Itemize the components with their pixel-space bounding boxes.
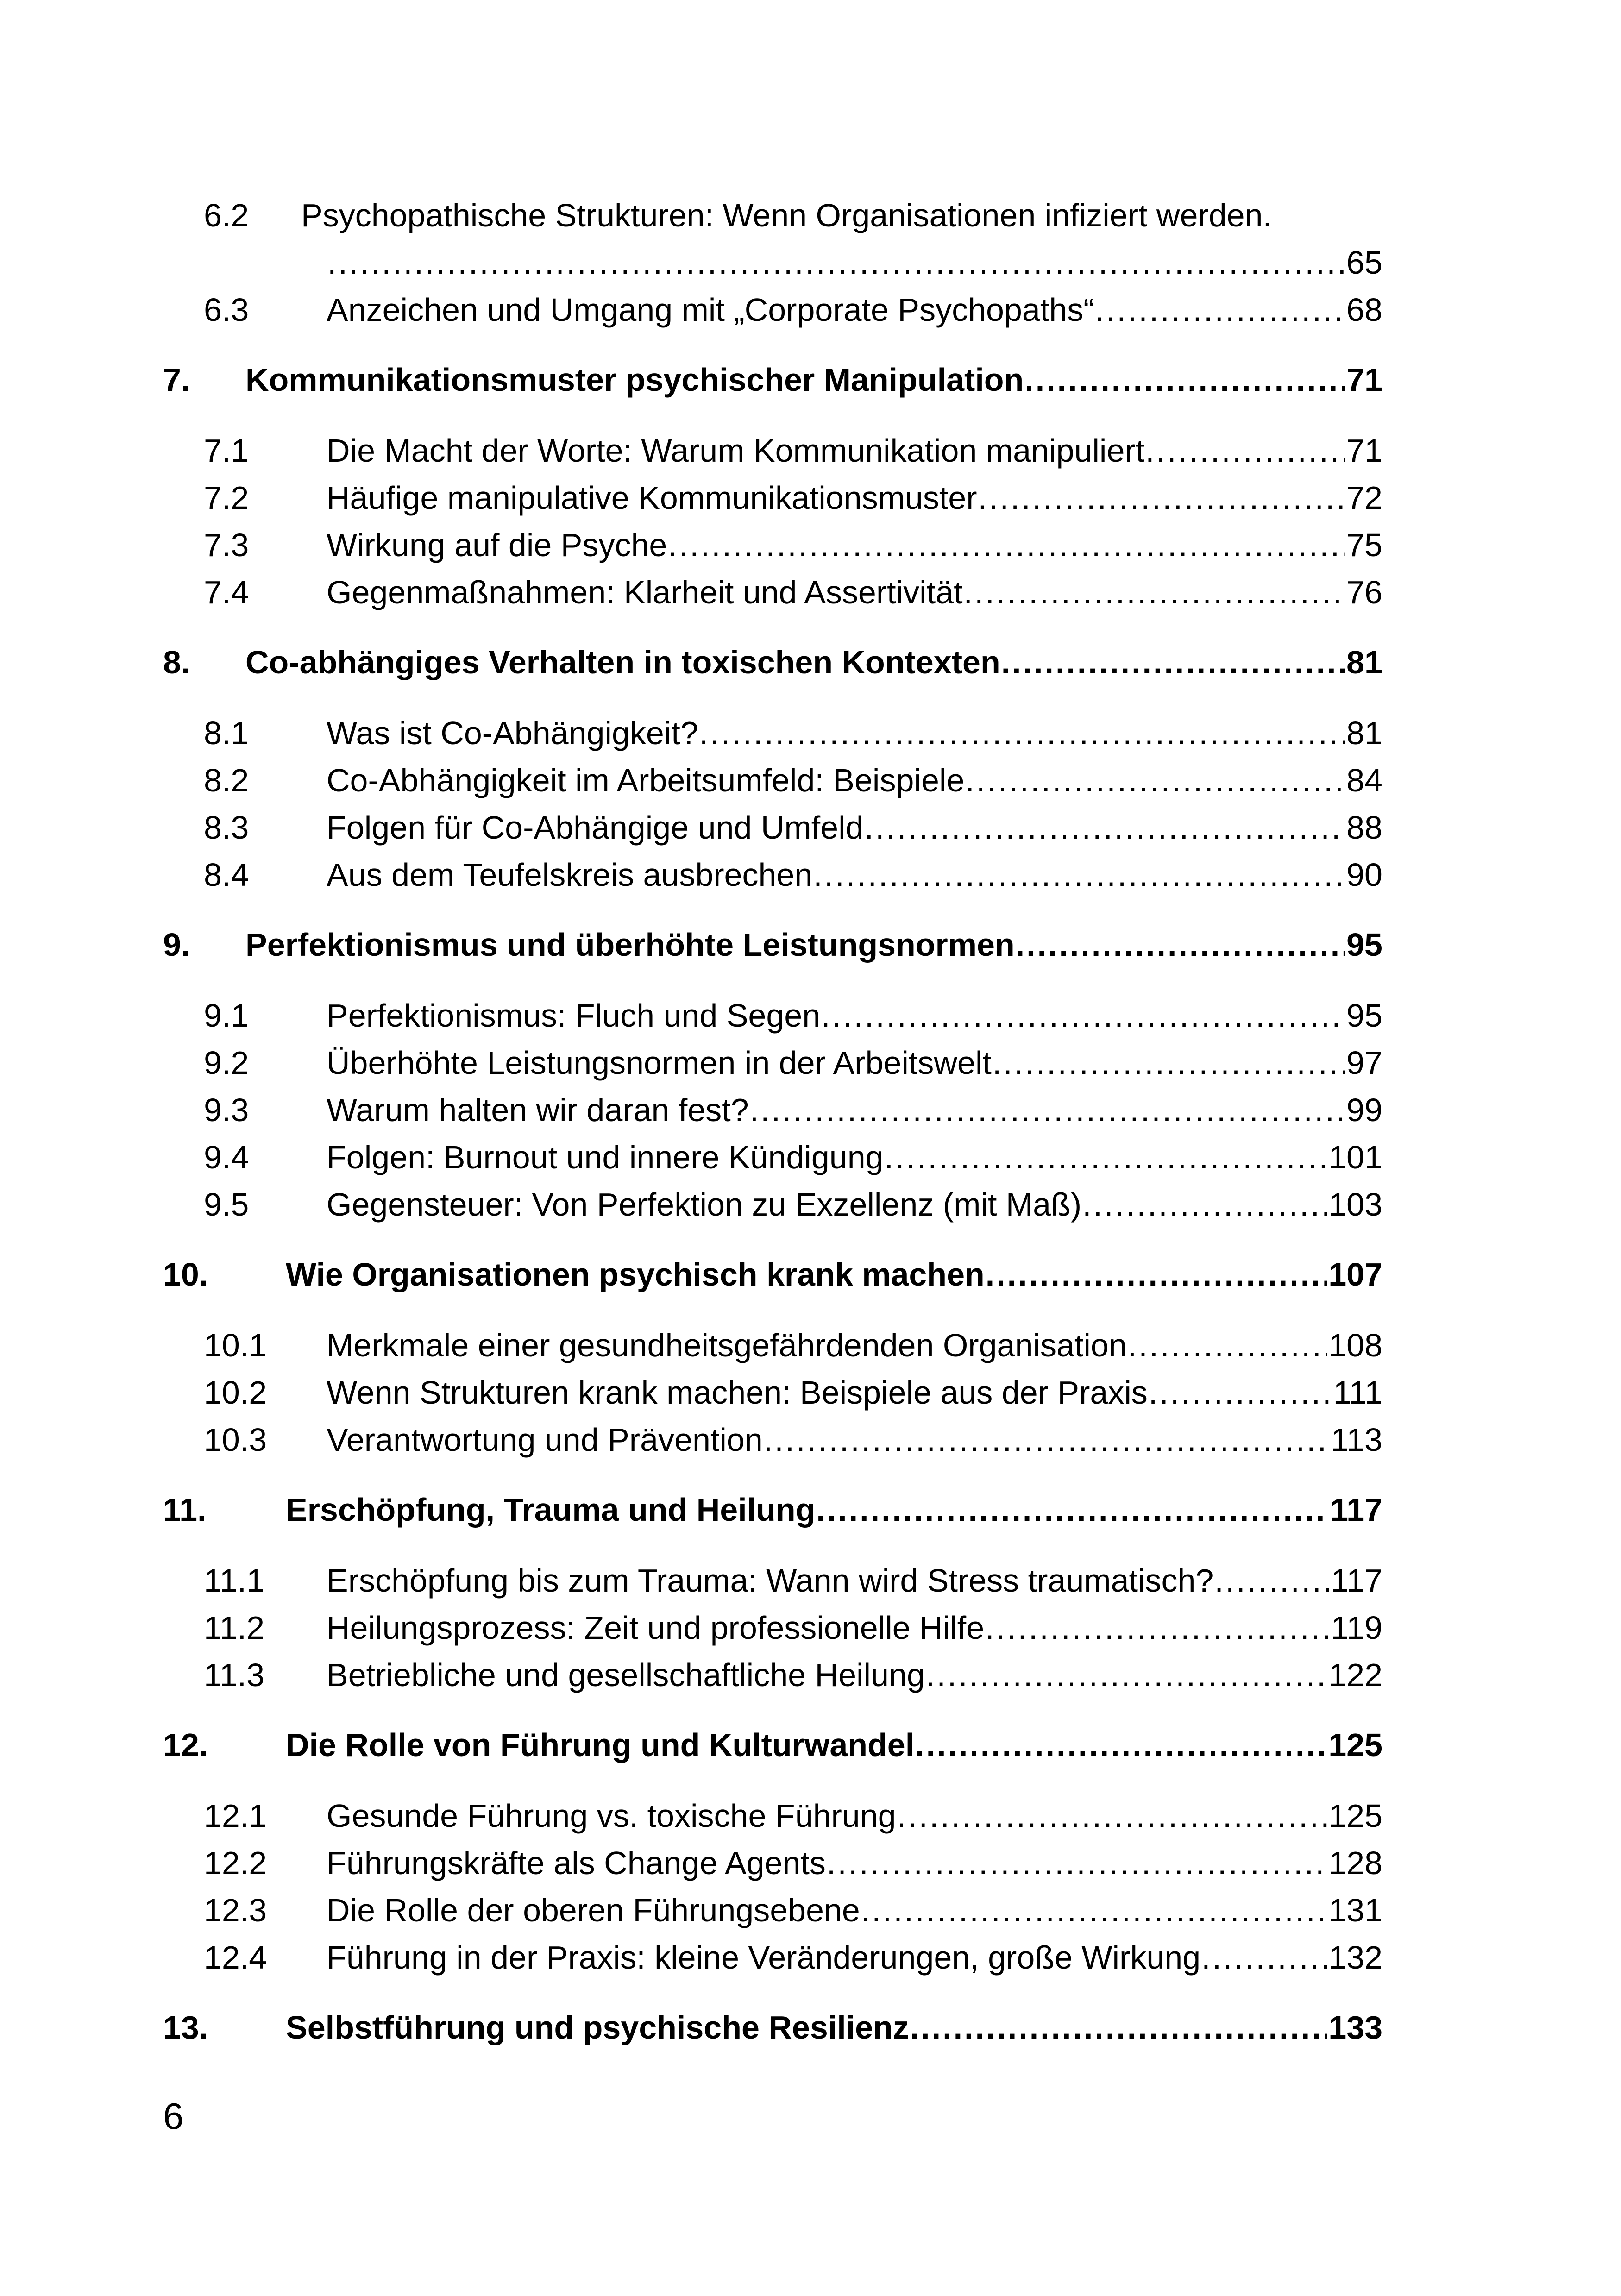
page-ref: 75 [1346,527,1382,563]
toc-entry-7-3[interactable] [0,522,1621,568]
toc-chapter-11[interactable] [0,1487,1621,1533]
toc-entry-10-1[interactable] [0,1322,1621,1368]
page-ref: 76 [1346,574,1382,610]
dot-leader [1016,922,1345,968]
dot-leader [1128,1322,1327,1368]
toc-entry-11-2[interactable] [0,1605,1621,1651]
toc-entry-text [327,1369,1382,1416]
toc-entry-7-1[interactable] [0,427,1621,474]
toc-chapter-8[interactable] [0,639,1621,685]
chapter-title: Selbstführung und psychische Resilienz [286,2009,909,2045]
toc-entry-6-2-leader-line[interactable] [0,239,1621,286]
section-number: 8.2 [204,762,249,798]
toc-entry-12-4[interactable] [0,1934,1621,1981]
section-title: Gesunde Führung vs. toxische Führung [327,1798,896,1834]
toc-entry-text [327,287,1382,333]
section-title: Folgen für Co-Abhängige und Umfeld [327,809,864,846]
section-title: Anzeichen und Umgang mit „Corporate Psychopaths“ [327,292,1094,328]
page-ref: 90 [1346,857,1382,893]
section-number: 9.1 [204,997,249,1034]
section-title: Co-Abhängigkeit im Arbeitsumfeld: Beispiele [327,762,965,798]
dot-leader [910,2004,1327,2051]
dot-leader [813,852,1345,898]
dot-leader [764,1417,1330,1463]
toc-entry-12-1[interactable] [0,1793,1621,1839]
chapter-number: 10. [163,1256,208,1292]
dot-leader [986,1251,1327,1298]
section-number: 9.3 [204,1092,249,1128]
chapter-number: 7. [163,362,190,398]
toc-entry-9-3[interactable] [0,1087,1621,1133]
dot-leader [1149,1369,1332,1416]
toc-entry-text [327,710,1382,756]
toc-entry-12-3[interactable] [0,1887,1621,1933]
page-ref: 131 [1328,1892,1382,1928]
page-ref: 133 [1328,2009,1382,2045]
toc-entry-10-2[interactable] [0,1369,1621,1416]
dot-leader [964,569,1346,615]
page-ref: 113 [1331,1422,1382,1458]
chapter-title: Kommunikationsmuster psychischer Manipulation [245,362,1024,398]
page-ref: 103 [1328,1186,1382,1223]
page-ref: 95 [1346,997,1382,1034]
section-number: 11.1 [204,1562,265,1599]
section-title: Wenn Strukturen krank machen: Beispiele aus der Praxis [327,1374,1148,1411]
toc-entry-text [327,804,1382,851]
page-ref: 95 [1346,927,1382,963]
dot-leader [861,1887,1327,1933]
section-number: 10.3 [204,1422,267,1458]
chapter-number: 11. [163,1492,207,1528]
toc-chapter-12[interactable] [0,1722,1621,1768]
page-ref: 65 [1346,245,1382,281]
section-number: 8.4 [204,857,249,893]
page-ref: 128 [1328,1845,1382,1881]
chapter-number: 8. [163,644,190,680]
toc-entry-text [327,1181,1382,1228]
toc-entry-text [327,1557,1382,1604]
section-title: Führung in der Praxis: kleine Veränderungen, große Wirkung [327,1939,1201,1976]
page-ref: 71 [1346,362,1382,398]
toc-entry-text [327,1793,1382,1839]
dot-leader [668,522,1345,568]
toc-entry-text [245,639,1382,685]
toc-entry-leader [327,239,1382,286]
page-ref: 117 [1330,1492,1382,1528]
dot-leader [926,1652,1327,1698]
section-number: 9.5 [204,1186,249,1223]
toc-entry-text [327,1887,1382,1933]
dot-leader [965,757,1345,803]
section-title: Was ist Co-Abhängigkeit? [327,715,698,751]
chapter-number: 13. [163,2009,208,2045]
dot-leader [978,475,1346,521]
toc-entry-12-2[interactable] [0,1840,1621,1886]
toc-entry-text [286,2004,1382,2051]
toc-entry-6-2[interactable] [0,192,1621,238]
toc-entry-text [245,357,1382,403]
toc-entry-text [327,522,1382,568]
chapter-title: Co-abhängiges Verhalten in toxischen Kontexten [245,644,1000,680]
dot-leader [699,710,1345,756]
toc-entry-9-5[interactable] [0,1181,1621,1228]
section-number: 7.4 [204,574,249,610]
toc-entry-text [286,1722,1382,1768]
dot-leader [865,804,1346,851]
toc-entry-text [327,1605,1382,1651]
toc-entry-9-4[interactable] [0,1134,1621,1180]
page-ref: 119 [1331,1610,1382,1646]
toc-chapter-9[interactable] [0,922,1621,968]
chapter-title: Perfektionismus und überhöhte Leistungsnormen [245,927,1015,963]
toc-entry-text [327,1417,1382,1463]
dot-leader [816,1487,1329,1533]
toc-entry-text [245,922,1382,968]
toc-entry-11-3[interactable] [0,1652,1621,1698]
page-ref: 88 [1346,809,1382,846]
page-ref: 101 [1328,1139,1382,1175]
section-title: Gegenmaßnahmen: Klarheit und Assertivität [327,574,963,610]
dot-leader [821,992,1345,1039]
section-number: 11.2 [204,1610,265,1646]
toc-entry-11-1[interactable] [0,1557,1621,1604]
page-number: 6 [163,2095,184,2137]
toc-entry-6-3[interactable] [0,287,1621,333]
page-ref: 108 [1328,1327,1382,1363]
toc-entry-text [327,757,1382,803]
toc-chapter-13[interactable] [0,2004,1621,2051]
section-number: 6.2 [204,197,249,233]
chapter-title: Erschöpfung, Trauma und Heilung [286,1492,816,1528]
toc-entry-text [327,1040,1382,1086]
page-ref: 132 [1328,1939,1382,1976]
toc-entry-7-4[interactable] [0,569,1621,615]
chapter-title: Die Rolle von Führung und Kulturwandel [286,1727,915,1763]
section-title: Führungskräfte als Change Agents [327,1845,826,1881]
toc-entry-text [327,475,1382,521]
page-ref: 99 [1346,1092,1382,1128]
page-ref: 97 [1346,1045,1382,1081]
toc-entry-text [327,1322,1382,1368]
page-ref: 117 [1331,1562,1382,1599]
dot-leader [985,1605,1330,1651]
section-number: 9.2 [204,1045,249,1081]
dot-leader [1001,639,1345,685]
toc-entry-8-4[interactable] [0,852,1621,898]
toc-entry-text [327,852,1382,898]
dot-leader [885,1134,1328,1180]
section-number: 10.1 [204,1327,267,1363]
toc-entry-8-1[interactable] [0,710,1621,756]
dot-leader [993,1040,1345,1086]
section-number: 7.1 [204,433,249,469]
page-ref: 68 [1346,292,1382,328]
dot-leader [1201,1934,1327,1981]
toc-entry-9-2[interactable] [0,1040,1621,1086]
section-number: 12.1 [204,1798,267,1834]
section-title: Psychopathische Strukturen: Wenn Organisationen infiziert werden. [301,197,1272,233]
section-title: Aus dem Teufelskreis ausbrechen [327,857,813,893]
toc-entry-9-1[interactable] [0,992,1621,1039]
section-number: 12.4 [204,1939,267,1976]
section-title: Merkmale einer gesundheitsgefährdenden Organisation [327,1327,1127,1363]
page-ref: 72 [1346,480,1382,516]
section-number: 12.3 [204,1892,267,1928]
section-number: 12.2 [204,1845,267,1881]
toc-entry-text [286,1487,1382,1533]
chapter-number: 9. [163,927,190,963]
toc-entry-10-3[interactable] [0,1417,1621,1463]
toc-entry-text [327,1087,1382,1133]
section-number: 7.2 [204,480,249,516]
toc-entry-text [327,1840,1382,1886]
page-ref: 122 [1328,1657,1382,1693]
chapter-title: Wie Organisationen psychisch krank machen [286,1256,985,1292]
toc-entry-text [327,569,1382,615]
toc-entry-8-3[interactable] [0,804,1621,851]
section-title: Verantwortung und Prävention [327,1422,763,1458]
dot-leader [1214,1557,1330,1604]
page-ref: 125 [1328,1727,1382,1763]
page-ref: 81 [1346,715,1382,751]
toc-entry-text [327,992,1382,1039]
section-title: Heilungsprozess: Zeit und professionelle Hilfe [327,1610,985,1646]
section-title: Gegensteuer: Von Perfektion zu Exzellenz (mit Maß) [327,1186,1082,1223]
toc-entry-text [327,1134,1382,1180]
page-ref: 81 [1346,644,1382,680]
section-title: Betriebliche und gesellschaftliche Heilung [327,1657,925,1693]
section-number: 8.1 [204,715,249,751]
toc-entry-8-2[interactable] [0,757,1621,803]
section-title: Perfektionismus: Fluch und Segen [327,997,821,1034]
section-title: Überhöhte Leistungsnormen in der Arbeitswelt [327,1045,992,1081]
dot-leader [1024,357,1345,403]
page-ref: 125 [1328,1798,1382,1834]
section-number: 8.3 [204,809,249,846]
toc-chapter-7[interactable] [0,357,1621,403]
dot-leader [1082,1181,1327,1228]
dot-leader [827,1840,1327,1886]
section-title: Erschöpfung bis zum Trauma: Wann wird Stress traumatisch? [327,1562,1214,1599]
toc-chapter-10[interactable] [0,1251,1621,1298]
section-title: Die Macht der Worte: Warum Kommunikation manipuliert [327,433,1145,469]
dot-leader [750,1087,1345,1133]
chapter-number: 12. [163,1727,208,1763]
page-ref: 111 [1333,1374,1382,1411]
dot-leader [915,1722,1327,1768]
toc-entry-text [327,1652,1382,1698]
section-number: 11.3 [204,1657,265,1693]
section-number: 9.4 [204,1139,249,1175]
toc-entry-text [327,1934,1382,1981]
dot-leader [1095,287,1346,333]
dot-leader [327,239,1345,286]
section-number: 7.3 [204,527,249,563]
section-title: Warum halten wir daran fest? [327,1092,749,1128]
page-ref: 84 [1346,762,1382,798]
section-title: Häufige manipulative Kommunikationsmuster [327,480,977,516]
section-number: 10.2 [204,1374,267,1411]
toc-entry-text [286,1251,1382,1298]
page-ref: 107 [1328,1256,1382,1292]
section-title: Die Rolle der oberen Führungsebene [327,1892,860,1928]
toc-entry-text [327,427,1382,474]
toc-entry-7-2[interactable] [0,475,1621,521]
section-number: 6.3 [204,292,249,328]
dot-leader [1145,427,1345,474]
dot-leader [897,1793,1328,1839]
page-ref: 71 [1346,433,1382,469]
section-title: Wirkung auf die Psyche [327,527,667,563]
section-title: Folgen: Burnout und innere Kündigung [327,1139,884,1175]
